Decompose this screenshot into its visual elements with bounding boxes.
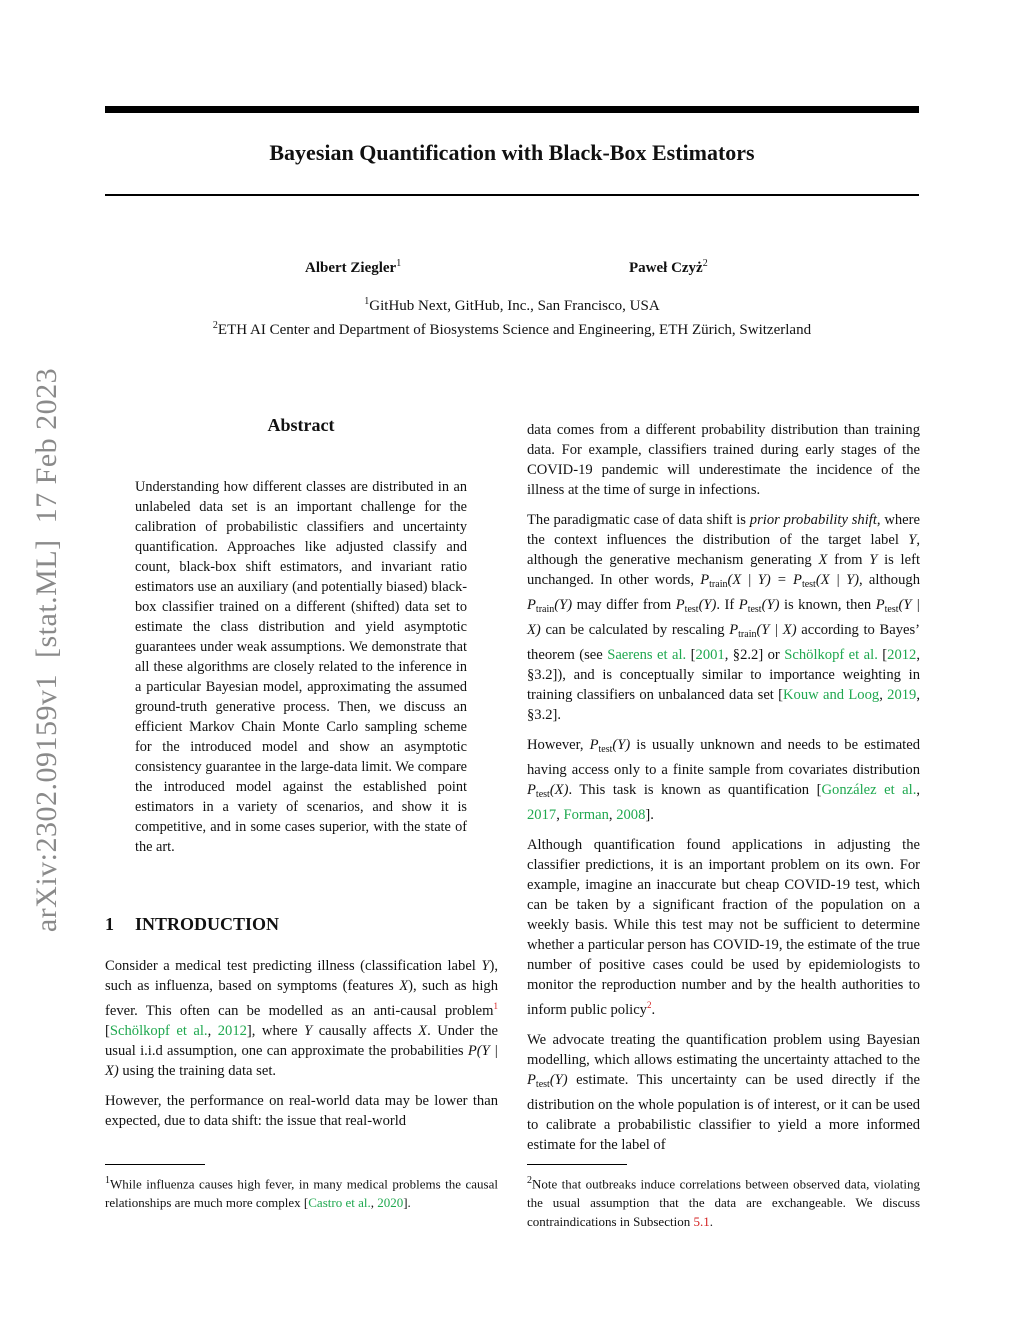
author-1 — [305, 254, 401, 278]
arxiv-stamp: arXiv:2302.09159v1 [stat.ML] 17 Feb 2023 — [30, 367, 63, 933]
citation-link[interactable]: Schölkopf et al. — [784, 647, 878, 663]
citation-link[interactable]: Schölkopf et al. — [109, 1023, 208, 1039]
paper-title: Bayesian Quantification with Black-Box Estimators — [269, 140, 755, 165]
intro-paragraph-1: Consider a medical test predicting illness (classification label Y), such as influenza, based on symptoms (features X), such as high fever. This often can be modelled as an anti-causal problem$^1$ [Schölkopf et al., 2012], where Y causally affects X. Under the usual i.i.d assumption, one can approximate the probabilities P(Y | X) using the training data set. — [105, 958, 499, 1079]
section-number: 1 — [105, 914, 114, 934]
citation-link[interactable]: 2017 — [527, 807, 557, 823]
left-column — [105, 956, 498, 1141]
footnote-1: $^1$While influenza causes high fever, in many medical problems the causal relationships are much more complex [Castro et al., 2020]. — [105, 1175, 498, 1211]
intro-paragraph-4: The paradigmatic case of data shift is prior probability shift, where the context influences the distribution of the target label Y, although the generative mechanism generating X from Y is left unchanged. In other words, $P_{train}(X$ | $Y) = P_{test}(X$ | Y), although $P_{train}(Y)$ may differ from $P_{test}(Y)$. If $P_{test}(Y)$ is known, then $P_{test}(Y$ | X) can be calculated by rescaling $P_{train}(Y$ | X) according to Bayes’ theorem (see Saerens et al. [2001, §2.2] or Schölkopf et al. [2012, §3.2]), and is conceptually similar to importance weighting in training classifiers on unbalanced data set [Kouw and Loog, 2019, §3.2]. — [527, 512, 921, 723]
citation-link[interactable]: González et al. — [821, 782, 917, 798]
citation-link[interactable]: 2001 — [695, 647, 725, 663]
title-rule — [105, 194, 919, 196]
top-rule — [105, 106, 919, 113]
author-name: Paweł Czyż — [629, 260, 703, 276]
citation-link[interactable]: Kouw and Loog — [783, 687, 880, 703]
footnote-rule — [527, 1164, 627, 1165]
right-column — [527, 420, 920, 1165]
abstract-heading: Abstract — [267, 415, 335, 435]
citation-link[interactable]: Castro et al. — [308, 1195, 371, 1211]
intro-paragraph-6: Although quantification found applications in adjusting the classifier predictions, it is an important problem on its own. For example, imagine an inaccurate but cheap COVID-19 test, which can be taken by a significant fraction of the population on a weekly basis. While this test may not be sufficient to determine whether a particular person has COVID-19, the estimate of the true number of positive cases could be used by epidemiologists to monitor the reproduction number and by the health authorities to inform public policy$^2$. — [527, 837, 920, 1018]
footnote-rule — [105, 1164, 205, 1165]
intro-paragraph-2: However, the performance on real-world data may be lower than expected, due to data shift: the issue that real-world — [105, 1093, 498, 1129]
citation-link[interactable]: 2012 — [217, 1023, 247, 1039]
footnote-2: $^2$Note that outbreaks induce correlations between observed data, violating the usual assumption that the data are exchangeable. We discuss contraindications in Subsection 5.1. — [527, 1175, 920, 1230]
citation-link[interactable]: 2020 — [377, 1195, 404, 1211]
author-mark: 2 — [702, 258, 708, 269]
footnote-marker[interactable]: 1 — [493, 1001, 498, 1011]
author-mark: 1 — [396, 258, 402, 269]
abstract-body: Understanding how different classes are distributed in an unlabeled data set is an important challenge for the calibration of probabilistic classifiers and uncertainty quantification. Approaches like adjusted classify and count, black-box shift estimators, and invariant ratio estimators use an auxiliary (and potentially biased) black-box classifier trained on a different (shifted) data set to estimate the class distribution and yield asymptotic guarantees under weak assumptions. We demonstrate that all these algorithms are closely related to the inference in a particular Bayesian model, approximating the assumed ground-truth generative process. Then, we discuss an efficient Markov Chain Monte Carlo sampling scheme for the introduced model and show an asymptotic consistency guarantee in the large-data limit. We compare the introduced model against the established point estimators in a variety of scenarios, and show it is competitive, and in some cases superior, with the state of the art. — [135, 479, 467, 855]
section-title: INTRODUCTION — [135, 914, 280, 934]
citation-link[interactable]: 2019 — [887, 687, 917, 703]
affiliation-2: $^2$ETH AI Center and Department of Biosystems Science and Engineering, ETH Zürich, Switzerland — [212, 320, 812, 338]
section-heading — [105, 912, 279, 936]
author-2 — [629, 254, 708, 278]
citation-link[interactable]: 2008 — [616, 807, 646, 823]
author-name: Albert Ziegler — [305, 260, 397, 276]
intro-paragraph-5: However, $P_{test}(Y)$ is usually unknown and needs to be estimated having access only to a finite sample from covariates distribution $P_{test}(X)$. This task is known as quantification [González et al., 2017, Forman, 2008]. — [527, 737, 920, 823]
intro-paragraph-3: data comes from a different probability distribution than training data. For example, classifiers trained during early stages of the COVID-19 pandemic will underestimate the incidence of the illness at the time of surge in infections. — [527, 422, 920, 498]
citation-link[interactable]: Saerens et al. — [607, 647, 687, 663]
intro-paragraph-7: We advocate treating the quantification problem using Bayesian modelling, which allows estimating the uncertainty attached to the $P_{test}(Y)$ estimate. This uncertainty can be used directly if the distribution on the whole population is of interest, or it can be used to calibrate a probabilistic classifier to yield a more informed estimate for the label of — [527, 1032, 920, 1153]
section-ref-link[interactable]: 5.1 — [693, 1214, 710, 1230]
citation-link[interactable]: Forman — [563, 807, 609, 823]
affiliations — [105, 292, 919, 340]
affiliation-1: $^1$GitHub Next, GitHub, Inc., San Francisco, USA — [364, 296, 660, 314]
footnote-marker[interactable]: 2 — [646, 1000, 652, 1010]
citation-link[interactable]: 2012 — [887, 647, 917, 663]
